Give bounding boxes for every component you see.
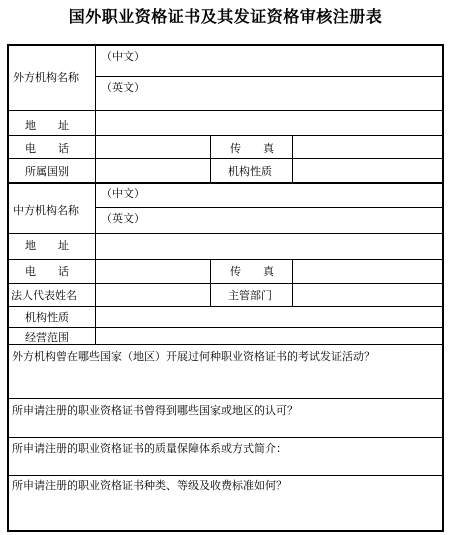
chinese-orgtype-bottom-line bbox=[9, 327, 444, 328]
chinese-address-bottom-line bbox=[9, 259, 444, 260]
foreign-address-label: 地 址 bbox=[25, 119, 69, 132]
foreign-phone-bottom-line bbox=[9, 158, 444, 159]
chinese-mid-divider-a bbox=[210, 259, 211, 306]
foreign-name-cn-tag: （中文） bbox=[101, 50, 145, 63]
question-divider-4 bbox=[9, 475, 444, 476]
chinese-fax-label: 传 真 bbox=[230, 265, 274, 278]
chinese-org-type-label: 机构性质 bbox=[25, 311, 69, 324]
foreign-phone-label: 电 话 bbox=[25, 142, 69, 155]
question-divider-3 bbox=[9, 437, 444, 438]
chinese-mid-divider-b bbox=[292, 259, 293, 306]
foreign-country-label: 所属国别 bbox=[25, 165, 69, 178]
foreign-name-label: 外方机构名称 bbox=[13, 71, 79, 84]
foreign-fax-label: 传 真 bbox=[230, 142, 274, 155]
chinese-phone-bottom-line bbox=[9, 283, 444, 284]
chinese-legal-bottom-line bbox=[9, 306, 444, 307]
chinese-address-label: 地 址 bbox=[25, 239, 69, 252]
question-1: 外方机构曾在哪些国家（地区）开展过何种职业资格证书的考试发证活动？ bbox=[12, 350, 375, 363]
section-divider bbox=[9, 182, 444, 184]
chinese-name-bottom-line bbox=[9, 233, 444, 234]
chinese-name-label: 中方机构名称 bbox=[13, 204, 79, 217]
chinese-scope-label: 经营范围 bbox=[25, 331, 69, 344]
foreign-name-bottom-line bbox=[9, 110, 444, 111]
label-column-divider bbox=[95, 46, 96, 344]
chinese-supervisor-label: 主管部门 bbox=[228, 289, 272, 302]
question-2: 所申请注册的职业资格证书曾得到哪些国家或地区的认可？ bbox=[12, 404, 298, 417]
form-title: 国外职业资格证书及其发证资格审核注册表 bbox=[68, 7, 383, 26]
chinese-phone-label: 电 话 bbox=[25, 265, 69, 278]
foreign-name-en-tag: （英文） bbox=[101, 81, 145, 94]
foreign-org-type-label: 机构性质 bbox=[228, 165, 272, 178]
registration-form bbox=[7, 44, 444, 532]
chinese-name-en-tag: （英文） bbox=[101, 212, 145, 225]
foreign-mid-divider-b bbox=[292, 135, 293, 182]
foreign-mid-divider-a bbox=[210, 135, 211, 182]
question-4: 所申请注册的职业资格证书种类、等级及收费标准如何？ bbox=[12, 479, 287, 492]
chinese-name-mid-line bbox=[95, 207, 444, 208]
chinese-name-cn-tag: （中文） bbox=[101, 187, 145, 200]
chinese-legal-rep-label: 法人代表姓名 bbox=[11, 289, 77, 302]
foreign-address-bottom-line bbox=[9, 135, 444, 136]
question-divider-2 bbox=[9, 398, 444, 399]
question-3: 所申请注册的职业资格证书的质量保障体系或方式简介： bbox=[12, 442, 287, 455]
foreign-name-mid-line bbox=[95, 76, 444, 77]
questions-top-line bbox=[9, 344, 444, 345]
